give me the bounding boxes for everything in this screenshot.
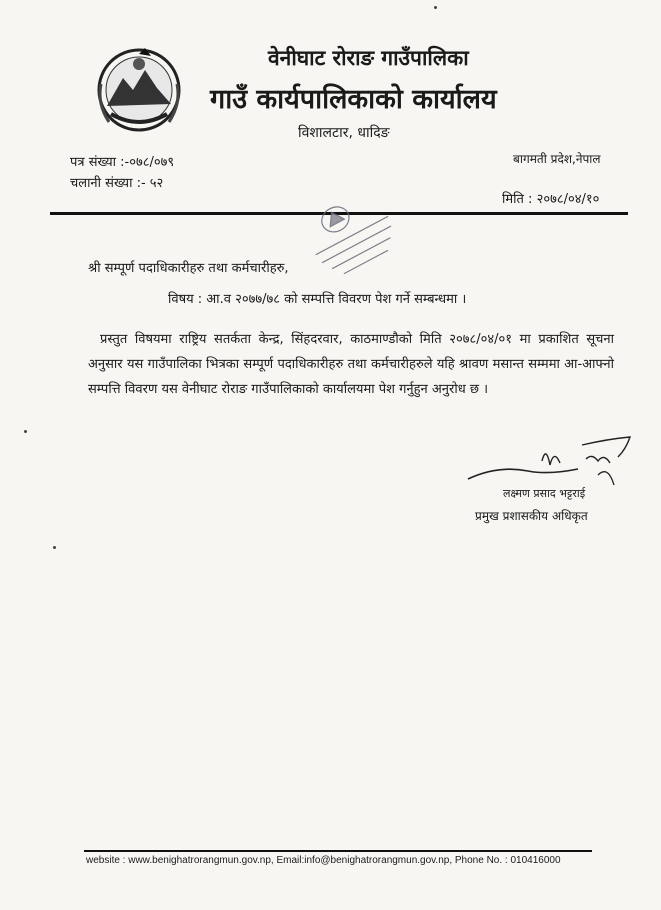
subject-line: विषय : आ.व २०७७/७८ को सम्पत्ति विवरण पेश गर्ने सम्बन्धमा । bbox=[168, 292, 467, 307]
nepal-emblem-logo bbox=[93, 44, 185, 132]
letter-date: मिति : २०७८/०४/१० bbox=[502, 192, 600, 207]
scan-speck bbox=[434, 6, 437, 9]
signatory-title: प्रमुख प्रशासकीय अधिकृत bbox=[475, 509, 588, 523]
letter-number: पत्र संख्या :-०७८/०७९ bbox=[70, 155, 175, 170]
scan-speck bbox=[24, 430, 27, 433]
recipient-line: श्री सम्पूर्ण पदाधिकारीहरु तथा कर्मचारीहरु, bbox=[88, 261, 289, 276]
scan-speck bbox=[53, 546, 56, 549]
municipality-name: वेनीघाट रोराङ गाउँपालिका bbox=[268, 46, 469, 70]
footer-divider bbox=[84, 850, 592, 852]
office-address: विशालटार, धादिङ bbox=[298, 125, 390, 141]
province-label: बागमती प्रदेश,नेपाल bbox=[513, 152, 601, 166]
footer-contact: website : www.benighatrorangmun.gov.np, Email:info@benighatrorangmun.gov.np, Phone No. : 010416000 bbox=[86, 855, 561, 866]
dispatch-number: चलानी संख्या :- ५२ bbox=[70, 176, 164, 191]
office-stamp-icon bbox=[303, 190, 398, 275]
signatory-name: लक्ष्मण प्रसाद भट्टराई bbox=[503, 487, 586, 500]
letter-body: प्रस्तुत विषयमा राष्ट्रिय सतर्कता केन्द्र, सिंहदरवार, काठमाण्डौको मिति २०७८/०४/०१ मा प्रकाशित सूचना अनुसार यस गाउँपालिका भित्रका सम्पूर्ण पदाधिकारीहरु तथा कर्मचारीहरुले यहि श्रावण मसान्त सम्ममा आ-आफ्नो सम्पत्ति विवरण यस वेनीघाट रोराङ गाउँपालिकाको कार्यालयमा पेश गर्नुहुन अनुरोध छ । bbox=[88, 332, 614, 397]
office-name: गाउँ कार्यपालिकाको कार्यालय bbox=[210, 84, 497, 115]
